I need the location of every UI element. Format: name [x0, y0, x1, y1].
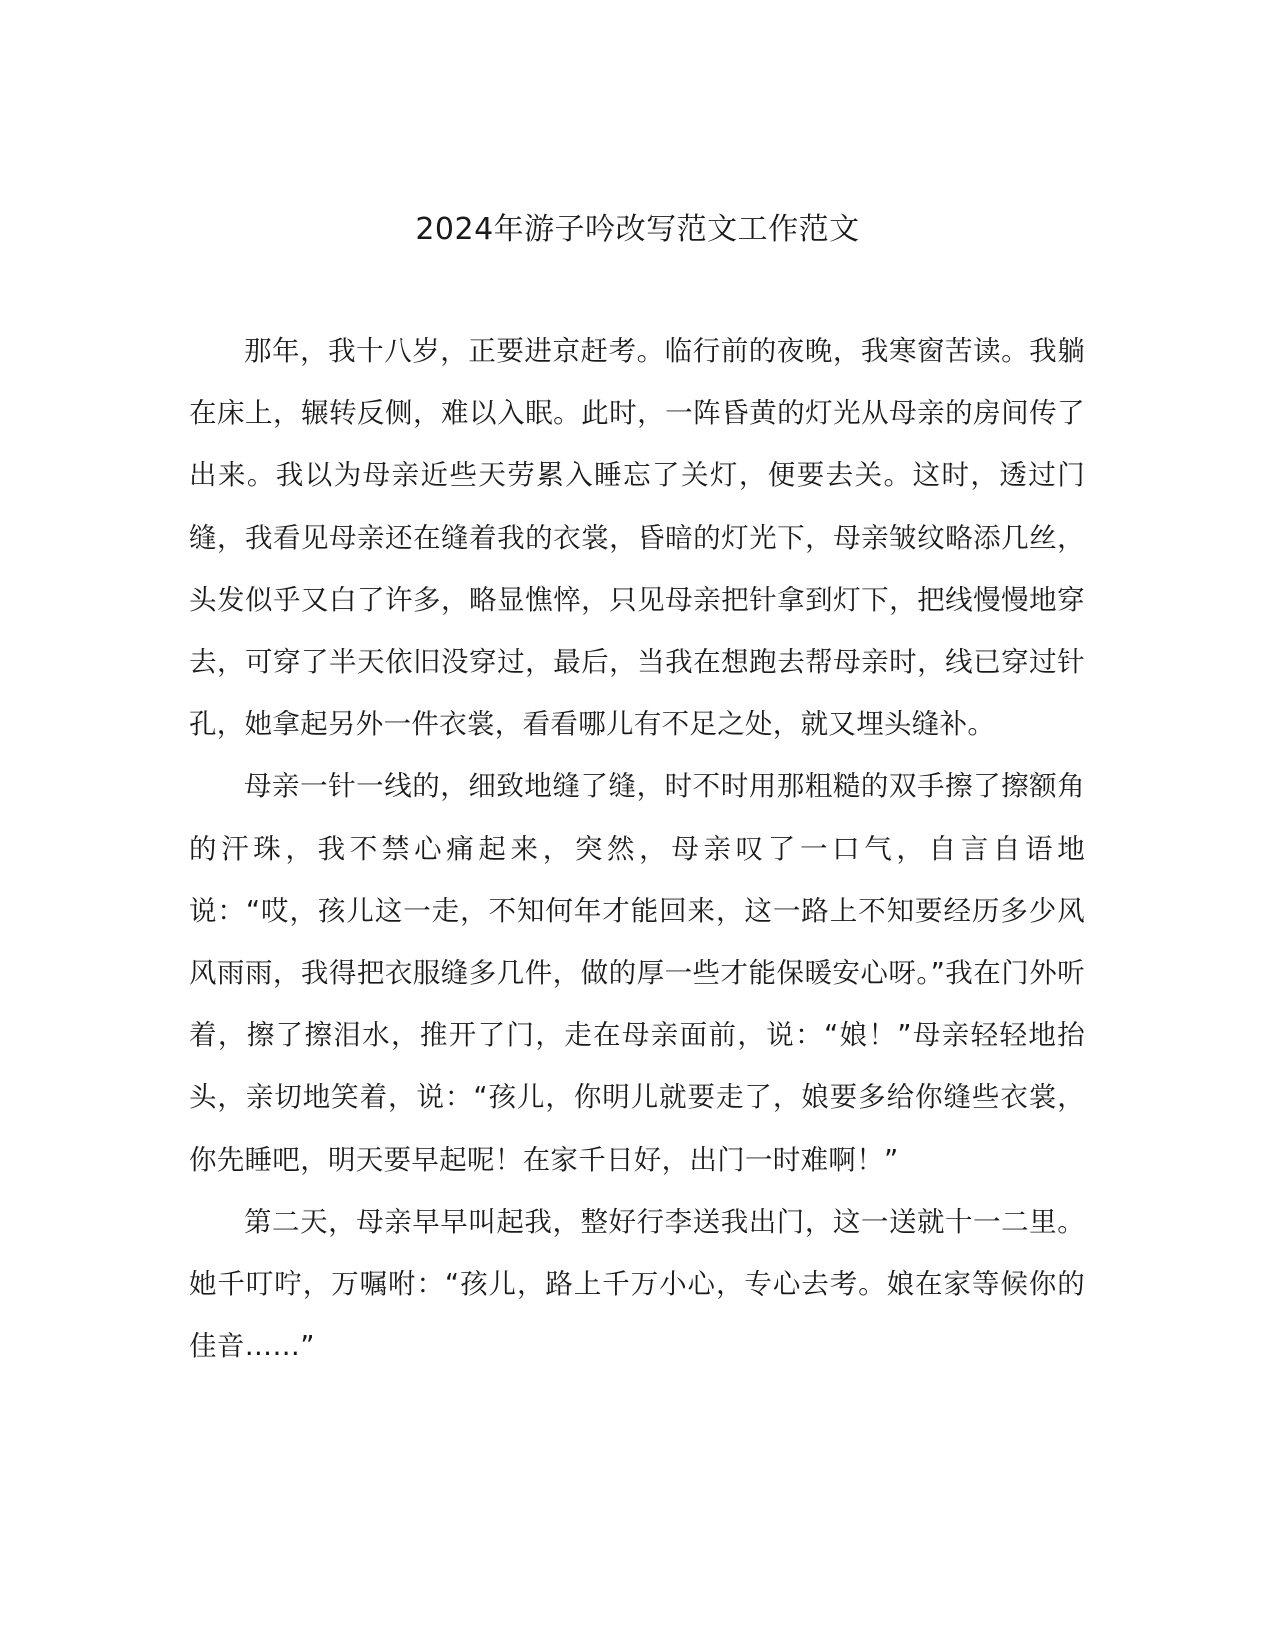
paragraph-1: 那年，我十八岁，正要进京赶考。临行前的夜晚，我寒窗苦读。我躺在床上，辗转反侧，难以入眠。此时，一阵昏黄的灯光从母亲的房间传了出来。我以为母亲近些天劳累入睡忘了关灯，便要去关。这时，透过门缝，我看见母亲还在缝着我的衣裳，昏暗的灯光下，母亲皱纹略添几丝，头发似乎又白了许多，略显憔悴，只见母亲把针拿到灯下，把线慢慢地穿去，可穿了半天依旧没穿过，最后，当我在想跑去帮母亲时，线已穿过针孔，她拿起另外一件衣裳，看看哪儿有不足之处，就又埋头缝补。	[189, 335, 1085, 741]
paragraph-3: 第二天，母亲早早叫起我，整好行李送我出门，这一送就十一二里。她千叮咛，万嘱咐：“孩儿，路上千万小心，专心去考。娘在家等候你的佳音……”	[189, 1205, 1085, 1363]
document-title: 2024年游子吟改写范文工作范文	[415, 212, 860, 247]
paragraph-2: 母亲一针一线的，细致地缝了缝，时不时用那粗糙的双手擦了擦额角的汗珠，我不禁心痛起来，突然，母亲叹了一口气，自言自语地说：“哎，孩儿这一走，不知何年才能回来，这一路上不知要经历多少风风雨雨，我得把衣服缝多几件，做的厚一些才能保暖安心呀。”我在门外听着，擦了擦泪水，推开了门，走在母亲面前，说：“娘！”母亲轻轻地抬头，亲切地笑着，说：“孩儿，你明儿就要走了，娘要多给你缝些衣裳，你先睡吧，明天要早起呢！在家千日好，出门一时难啊！”	[189, 770, 1085, 1176]
document-body	[189, 320, 1085, 1377]
